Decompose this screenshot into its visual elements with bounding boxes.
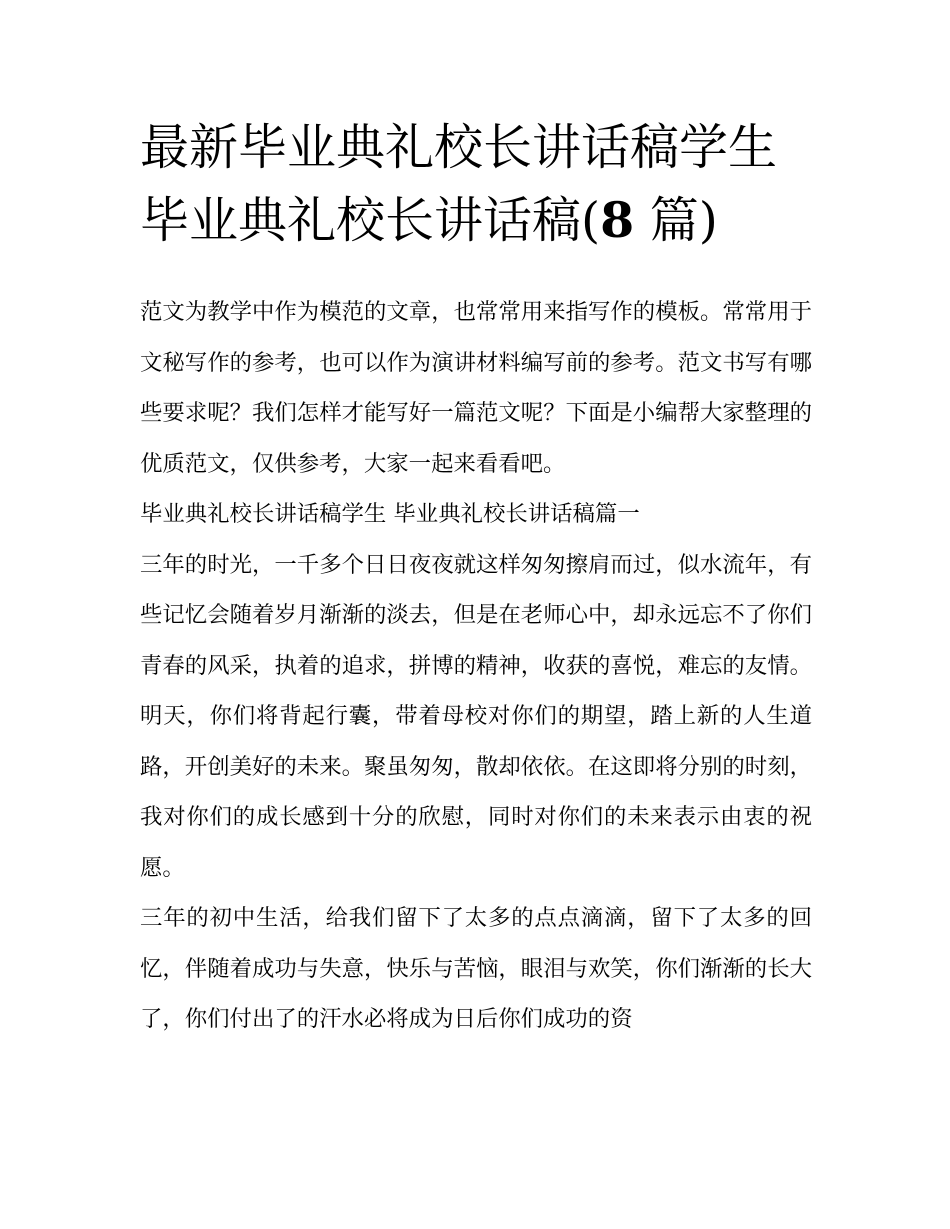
document-page [140,112,812,1045]
document-title [140,112,812,257]
body-paragraph-1: 三年的时光，一千多个日日夜夜就这样匆匆擦肩而过，似水流年，有些记忆会随着岁月渐渐的淡去，但是在老师心中，却永远忘不了你们青春的风采，执着的追求，拼博的精神，收获的喜悦，难忘的友情。明天，你们将背起行囊，带着母校对你们的期望，踏上新的人生道路，开创美好的未来。聚虽匆匆，散却依依。在这即将分别的时刻，我对你们的成长感到十分的欣慰，同时对你们的未来表示由衷的祝愿。 [140,551,812,881]
intro-paragraph: 范文为教学中作为模范的文章，也常常用来指写作的模板。常常用于文秘写作的参考，也可以作为演讲材料编写前的参考。范文书写有哪些要求呢？我们怎样才能写好一篇范文呢？下面是小编帮大家整理的优质范文，仅供参考，大家一起来看看吧。 [140,299,812,477]
section-heading: 毕业典礼校长讲话稿学生 毕业典礼校长讲话稿篇一 [140,501,640,527]
body-paragraph-2: 三年的初中生活，给我们留下了太多的点点滴滴，留下了太多的回忆，伴随着成功与失意，快乐与苦恼，眼泪与欢笑，你们渐渐的长大了，你们付出了的汗水必将成为日后你们成功的资 [140,905,812,1032]
title-text-part2: 篇) [634,192,718,249]
title-number: 8 [600,191,635,249]
title-text-part1: 最新毕业典礼校长讲话稿学生毕业典礼校长讲话稿( [140,119,778,249]
